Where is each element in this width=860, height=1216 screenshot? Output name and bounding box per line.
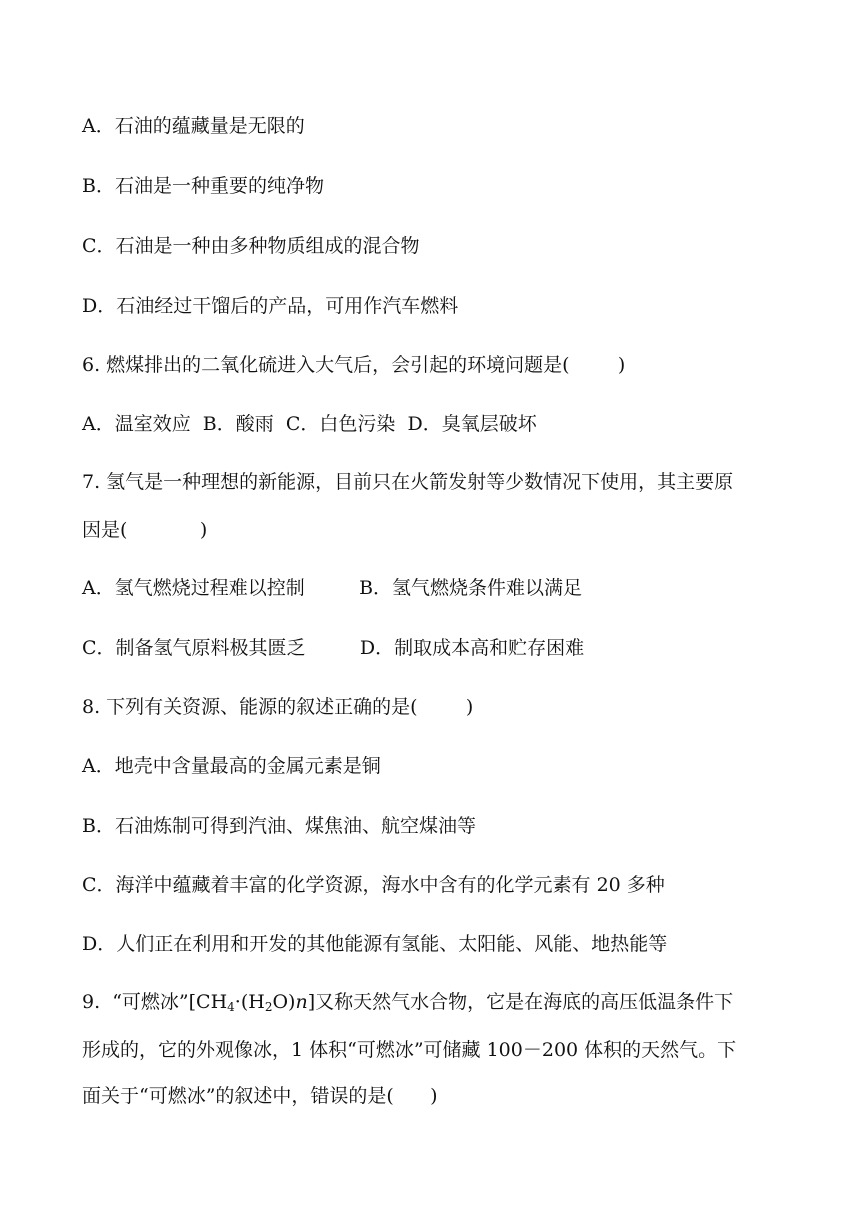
q7-options-ab: A．氢气燃烧过程难以控制 B．氢气燃烧条件难以满足 <box>82 577 583 599</box>
q7-stem-line1: 7. 氢气是一种理想的新能源，目前只在火箭发射等少数情况下使用，其主要原 <box>82 471 734 493</box>
q7-stem-line2: 因是( ) <box>82 519 208 541</box>
q5-option-a: A．石油的蕴藏量是无限的 <box>82 115 305 137</box>
q8-option-a: A．地壳中含量最高的金属元素是铜 <box>82 755 381 777</box>
q9-stem-line3: 面关于“可燃冰”的叙述中，错误的是( ) <box>82 1085 438 1107</box>
q7-options-cd: C．制备氢气原料极其匮乏 D．制取成本高和贮存困难 <box>82 637 585 659</box>
q8-option-b: B．石油炼制可得到汽油、煤焦油、航空煤油等 <box>82 815 476 837</box>
q9-subscript-4: 4 <box>227 1000 235 1014</box>
q5-option-c: C．石油是一种由多种物质组成的混合物 <box>82 235 420 257</box>
q9-stem-line2: 形成的，它的外观像冰，1 体积“可燃冰”可储藏 100－200 体积的天然气。下 <box>82 1039 737 1061</box>
q9-prefix: 9. “可燃冰”[CH <box>82 991 228 1013</box>
q6-stem: 6. 燃煤排出的二氧化硫进入大气后，会引起的环境问题是( ) <box>82 354 626 376</box>
q5-option-b: B．石油是一种重要的纯净物 <box>82 175 324 197</box>
q9-stem-line1 <box>82 988 733 1016</box>
q8-stem: 8. 下列有关资源、能源的叙述正确的是( ) <box>82 696 474 718</box>
q6-options: A．温室效应 B．酸雨 C．白色污染 D．臭氧层破坏 <box>82 413 537 435</box>
q9-dot-h: ·(H <box>234 991 265 1013</box>
q9-n: n <box>295 991 308 1013</box>
q5-option-d: D．石油经过干馏后的产品，可用作汽车燃料 <box>82 295 459 317</box>
q8-option-c: C．海洋中蕴藏着丰富的化学资源，海水中含有的化学元素有 20 多种 <box>82 874 665 896</box>
q9-subscript-2: 2 <box>264 1000 273 1014</box>
q8-option-d: D．人们正在利用和开发的其他能源有氢能、太阳能、风能、地热能等 <box>82 933 668 955</box>
q9-suffix: ]又称天然气水合物，它是在海底的高压低温条件下 <box>307 991 734 1013</box>
q9-o-close: O) <box>272 991 296 1013</box>
